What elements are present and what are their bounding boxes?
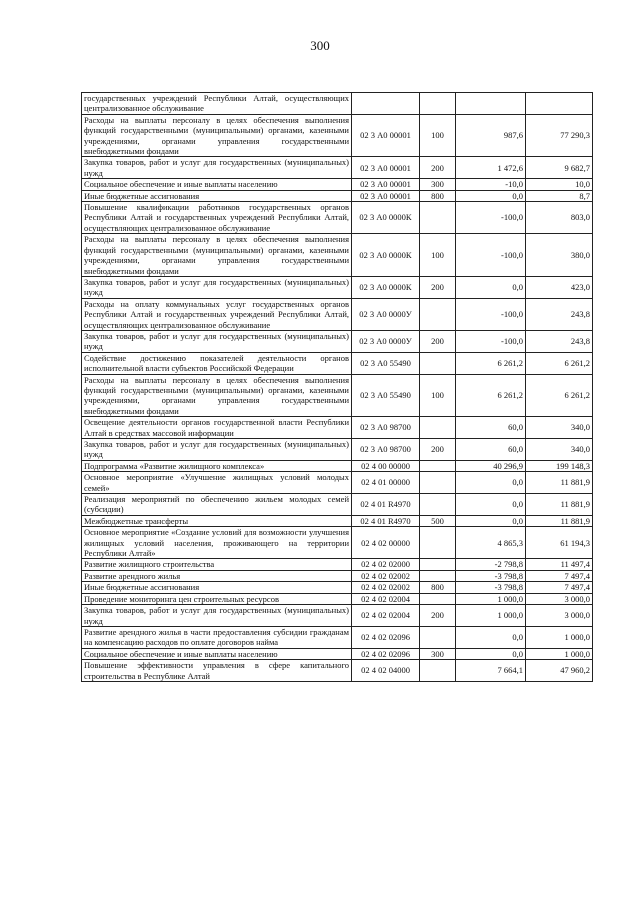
row-expense-type-cell [420,460,456,471]
row-expense-type-cell [420,559,456,570]
row-name-cell: Освещение деятельности органов государственной власти Республики Алтай в средствах массовой информации [82,417,352,439]
row-name-cell: государственных учреждений Республики Алтай, осуществляющих централизованное обслуживание [82,93,352,115]
row-total-amount-cell [526,93,593,115]
table-row [82,179,593,190]
row-name-cell: Развитие арендного жилья [82,570,352,581]
row-total-amount-cell: 6 261,2 [526,374,593,417]
row-expense-type-cell: 200 [420,157,456,179]
row-total-amount-cell: 803,0 [526,202,593,234]
row-code-cell: 02 4 02 02096 [352,626,420,648]
table-row [82,276,593,298]
row-expense-type-cell [420,202,456,234]
row-total-amount-cell: 340,0 [526,417,593,439]
table-row [82,114,593,157]
row-change-amount-cell: -100,0 [456,330,526,352]
row-code-cell: 02 3 А0 0000К [352,202,420,234]
row-code-cell: 02 4 02 00000 [352,527,420,559]
row-total-amount-cell: 11 497,4 [526,559,593,570]
table-row [82,582,593,593]
row-expense-type-cell: 100 [420,234,456,277]
row-expense-type-cell [420,593,456,604]
table-row [82,202,593,234]
row-total-amount-cell: 380,0 [526,234,593,277]
row-name-cell: Развитие жилищного строительства [82,559,352,570]
row-expense-type-cell [420,472,456,494]
row-name-cell: Закупка товаров, работ и услуг для государственных (муниципальных) нужд [82,330,352,352]
row-code-cell: 02 4 02 02002 [352,570,420,581]
row-change-amount-cell [456,93,526,115]
row-name-cell: Иные бюджетные ассигнования [82,190,352,201]
row-change-amount-cell: 0,0 [456,494,526,516]
row-code-cell: 02 4 02 02096 [352,648,420,659]
row-total-amount-cell: 3 000,0 [526,593,593,604]
row-name-cell: Закупка товаров, работ и услуг для государственных (муниципальных) нужд [82,439,352,461]
row-code-cell: 02 3 А0 0000У [352,330,420,352]
table-row [82,298,593,330]
row-change-amount-cell: 1 000,0 [456,605,526,627]
row-expense-type-cell: 100 [420,114,456,157]
row-change-amount-cell: 6 261,2 [456,374,526,417]
row-name-cell: Содействие достижению показателей деятельности органов исполнительной власти субъектов Российской Федерации [82,352,352,374]
row-code-cell: 02 4 00 00000 [352,460,420,471]
row-code-cell: 02 4 02 02004 [352,605,420,627]
row-total-amount-cell: 9 682,7 [526,157,593,179]
row-change-amount-cell: 1 000,0 [456,593,526,604]
table-row [82,439,593,461]
row-code-cell: 02 4 02 02004 [352,593,420,604]
row-code-cell: 02 3 А0 98700 [352,417,420,439]
budget-table-body [82,93,593,682]
row-expense-type-cell: 800 [420,582,456,593]
row-name-cell: Подпрограмма «Развитие жилищного комплекса» [82,460,352,471]
row-expense-type-cell [420,660,456,682]
row-change-amount-cell: -100,0 [456,202,526,234]
row-code-cell: 02 4 01 R4970 [352,494,420,516]
row-total-amount-cell: 11 881,9 [526,472,593,494]
row-name-cell: Расходы на выплаты персоналу в целях обеспечения выполнения функций государственными (муниципальными) органами, казенными учреждениями, органами управления государственными внебюджетными фондами [82,114,352,157]
row-expense-type-cell: 200 [420,276,456,298]
row-name-cell: Повышение эффективности управления в сфере капитального строительства в Республике Алтай [82,660,352,682]
page-number: 300 [310,38,330,53]
row-change-amount-cell: 987,6 [456,114,526,157]
row-total-amount-cell: 243,8 [526,330,593,352]
table-row [82,93,593,115]
row-code-cell: 02 4 02 04000 [352,660,420,682]
row-expense-type-cell: 100 [420,374,456,417]
row-total-amount-cell: 8,7 [526,190,593,201]
row-code-cell: 02 3 А0 55490 [352,374,420,417]
row-code-cell: 02 3 А0 00001 [352,157,420,179]
row-expense-type-cell: 200 [420,439,456,461]
table-row [82,190,593,201]
row-code-cell: 02 3 А0 00001 [352,114,420,157]
row-total-amount-cell: 3 000,0 [526,605,593,627]
row-expense-type-cell: 200 [420,330,456,352]
row-code-cell: 02 3 А0 00001 [352,190,420,201]
row-code-cell: 02 3 А0 0000У [352,298,420,330]
row-expense-type-cell [420,527,456,559]
row-name-cell: Повышение квалификации работников государственных органов Республики Алтай и государственных учреждений Республики Алтай, осуществляющих централизованное обслуживание [82,202,352,234]
row-code-cell: 02 3 А0 55490 [352,352,420,374]
row-expense-type-cell [420,494,456,516]
table-row [82,605,593,627]
table-row [82,527,593,559]
row-change-amount-cell: -10,0 [456,179,526,190]
table-row [82,515,593,526]
row-code-cell: 02 4 02 02000 [352,559,420,570]
row-total-amount-cell: 340,0 [526,439,593,461]
row-expense-type-cell: 300 [420,648,456,659]
row-expense-type-cell [420,626,456,648]
table-row [82,157,593,179]
row-name-cell: Закупка товаров, работ и услуг для государственных (муниципальных) нужд [82,605,352,627]
row-total-amount-cell: 423,0 [526,276,593,298]
row-expense-type-cell [420,93,456,115]
row-name-cell: Проведение мониторинга цен строительных ресурсов [82,593,352,604]
row-change-amount-cell: 4 865,3 [456,527,526,559]
row-name-cell: Межбюджетные трансферты [82,515,352,526]
table-row [82,570,593,581]
row-change-amount-cell: 0,0 [456,190,526,201]
row-expense-type-cell: 300 [420,179,456,190]
row-change-amount-cell: 60,0 [456,439,526,461]
row-change-amount-cell: 60,0 [456,417,526,439]
row-name-cell: Реализация мероприятий по обеспечению жильем молодых семей (субсидии) [82,494,352,516]
row-change-amount-cell: -3 798,8 [456,570,526,581]
row-name-cell: Закупка товаров, работ и услуг для государственных (муниципальных) нужд [82,276,352,298]
row-total-amount-cell: 11 881,9 [526,494,593,516]
row-code-cell: 02 4 01 00000 [352,472,420,494]
row-change-amount-cell: 6 261,2 [456,352,526,374]
row-name-cell: Основное мероприятие «Создание условий для возможности улучшения жилищных условий населения, проживающего на территории Республики Алтай» [82,527,352,559]
row-change-amount-cell: 0,0 [456,472,526,494]
row-total-amount-cell: 47 960,2 [526,660,593,682]
table-row [82,374,593,417]
row-expense-type-cell: 200 [420,605,456,627]
row-total-amount-cell: 61 194,3 [526,527,593,559]
row-change-amount-cell: 0,0 [456,515,526,526]
row-total-amount-cell: 77 290,3 [526,114,593,157]
row-total-amount-cell: 1 000,0 [526,626,593,648]
row-name-cell: Расходы на оплату коммунальных услуг государственных органов Республики Алтай и государственных учреждений Республики Алтай, осуществляющих централизованное обслуживание [82,298,352,330]
row-code-cell: 02 3 А0 0000К [352,234,420,277]
row-code-cell: 02 3 А0 0000К [352,276,420,298]
row-expense-type-cell [420,570,456,581]
row-code-cell: 02 4 02 02002 [352,582,420,593]
table-row [82,559,593,570]
row-name-cell: Закупка товаров, работ и услуг для государственных (муниципальных) нужд [82,157,352,179]
table-row [82,593,593,604]
table-row [82,234,593,277]
row-change-amount-cell: 1 472,6 [456,157,526,179]
table-row [82,460,593,471]
row-total-amount-cell: 11 881,9 [526,515,593,526]
table-row [82,660,593,682]
row-expense-type-cell: 800 [420,190,456,201]
table-row [82,494,593,516]
row-expense-type-cell [420,352,456,374]
row-change-amount-cell: 7 664,1 [456,660,526,682]
row-expense-type-cell: 500 [420,515,456,526]
row-name-cell: Основное мероприятие «Улучшение жилищных условий молодых семей» [82,472,352,494]
table-row [82,417,593,439]
row-total-amount-cell: 199 148,3 [526,460,593,471]
row-change-amount-cell: -2 798,8 [456,559,526,570]
row-code-cell [352,93,420,115]
table-row [82,330,593,352]
row-change-amount-cell: 40 296,9 [456,460,526,471]
row-total-amount-cell: 1 000,0 [526,648,593,659]
row-total-amount-cell: 7 497,4 [526,582,593,593]
row-total-amount-cell: 6 261,2 [526,352,593,374]
row-code-cell: 02 3 А0 98700 [352,439,420,461]
budget-table [81,92,593,682]
table-row [82,626,593,648]
row-name-cell: Расходы на выплаты персоналу в целях обеспечения выполнения функций государственными (муниципальными) органами, казенными учреждениями, органами управления государственными внебюджетными фондами [82,234,352,277]
row-change-amount-cell: 0,0 [456,648,526,659]
row-total-amount-cell: 10,0 [526,179,593,190]
row-change-amount-cell: 0,0 [456,276,526,298]
row-expense-type-cell [420,417,456,439]
row-name-cell: Развитие арендного жилья в части предоставления субсидии гражданам на компенсацию расходов по оплате договоров найма [82,626,352,648]
row-total-amount-cell: 7 497,4 [526,570,593,581]
row-code-cell: 02 3 А0 00001 [352,179,420,190]
row-expense-type-cell [420,298,456,330]
row-name-cell: Расходы на выплаты персоналу в целях обеспечения выполнения функций государственными (муниципальными) органами, казенными учреждениями, органами управления государственными внебюджетными фондами [82,374,352,417]
row-change-amount-cell: -100,0 [456,298,526,330]
row-name-cell: Иные бюджетные ассигнования [82,582,352,593]
row-change-amount-cell: -3 798,8 [456,582,526,593]
row-change-amount-cell: 0,0 [456,626,526,648]
row-change-amount-cell: -100,0 [456,234,526,277]
row-code-cell: 02 4 01 R4970 [352,515,420,526]
table-row [82,352,593,374]
table-row [82,648,593,659]
row-total-amount-cell: 243,8 [526,298,593,330]
table-row [82,472,593,494]
row-name-cell: Социальное обеспечение и иные выплаты населению [82,648,352,659]
row-name-cell: Социальное обеспечение и иные выплаты населению [82,179,352,190]
